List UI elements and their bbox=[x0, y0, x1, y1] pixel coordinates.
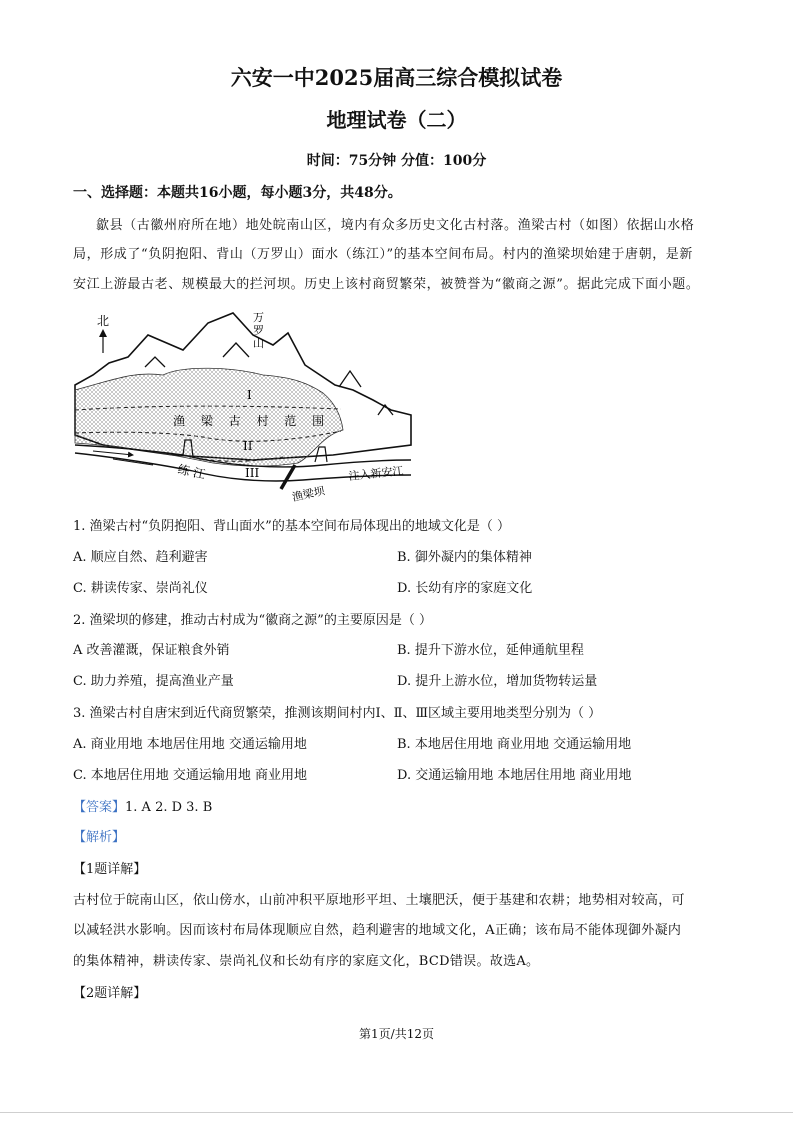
q1-option-b: B. 御外凝内的集体精神 bbox=[397, 550, 532, 565]
q1-option-d: D. 长幼有序的家庭文化 bbox=[397, 581, 533, 596]
village-range-label: 渔 梁 古 村 范 围 bbox=[173, 414, 331, 428]
exam-subtitle: 地理试卷（二） bbox=[326, 108, 467, 132]
q3-option-a: A. 商业用地 本地居住用地 交通运输用地 bbox=[73, 737, 307, 752]
river-label: 练 江 bbox=[176, 462, 207, 482]
question-1-stem: 1. 渔梁古村“负阴抱阳、背山面水”的基本空间布局体现出的地域文化是（ ） bbox=[73, 519, 510, 534]
q2-option-b: B. 提升下游水位，延伸通航里程 bbox=[397, 643, 584, 658]
zone-2-label: II bbox=[243, 439, 253, 453]
peak-symbol bbox=[339, 371, 361, 387]
q1-detail-heading: 【1题详解】 bbox=[73, 862, 147, 877]
question-3-stem: 3. 渔梁古村自唐宋到近代商贸繁荣，推测该期间村内Ⅰ、Ⅱ、Ⅲ区域主要用地类型分别为（ ） bbox=[73, 706, 602, 721]
outflow-label: 注入新安江 bbox=[347, 464, 405, 483]
q3-option-c: C. 本地居住用地 交通运输用地 商业用地 bbox=[73, 768, 308, 783]
mountain-label-1: 万 bbox=[253, 311, 264, 324]
mountain-label-2: 罗 bbox=[253, 324, 264, 337]
answer-line bbox=[73, 796, 212, 815]
intro-line: 局，形成了“负阴抱阳、背山（万罗山）面水（练江）”的基本空间布局。村内的渔梁坝始建于唐朝，是新 bbox=[73, 247, 693, 262]
exam-title: 六安一中2025届高三综合模拟试卷 bbox=[230, 65, 563, 90]
intro-line: 安江上游最古老、规模最大的拦河坝。历史上该村商贸繁荣，被赞誉为“徽商之源”。据此完成下面小题。 bbox=[73, 277, 700, 292]
north-label: 北 bbox=[97, 314, 110, 328]
page-bottom-rule bbox=[0, 1112, 793, 1113]
q2-option-c: C. 助力养殖，提高渔业产量 bbox=[73, 674, 234, 689]
q3-option-b: B. 本地居住用地 商业用地 交通运输用地 bbox=[397, 737, 632, 752]
q1-detail-line: 古村位于皖南山区，依山傍水，山前冲积平原地形平坦、土壤肥沃，便于基建和农耕；地势相对较高，可 bbox=[73, 893, 685, 908]
dam-label: 渔梁坝 bbox=[290, 484, 326, 504]
section-heading: 一、选择题：本题共16小题，每小题3分，共48分。 bbox=[73, 185, 402, 201]
answer-values: 1. A 2. D 3. B bbox=[125, 800, 213, 815]
q2-option-d: D. 提升上游水位，增加货物转运量 bbox=[397, 674, 598, 689]
q1-option-c: C. 耕读传家、崇尚礼仪 bbox=[73, 581, 208, 596]
village-map-figure bbox=[73, 305, 418, 505]
q1-option-a: A. 顺应自然、趋利避害 bbox=[73, 550, 208, 565]
exam-meta: 时间：75分钟 分值：100分 bbox=[306, 153, 487, 169]
q2-option-a: A 改善灌溉，保证粮食外销 bbox=[73, 643, 230, 658]
q1-detail-line: 以减轻洪水影响。因而该村布局体现顺应自然，趋利避害的地域文化，A正确；该布局不能体现御外凝内 bbox=[73, 923, 682, 938]
zone-3-label: III bbox=[245, 466, 260, 480]
q3-option-d: D. 交通运输用地 本地居住用地 商业用地 bbox=[397, 768, 632, 783]
zone-1-label: I bbox=[247, 388, 252, 402]
intro-line: 歙县（古徽州府所在地）地处皖南山区，境内有众多历史文化古村落。渔梁古村（如图）依据山水格 bbox=[96, 218, 695, 233]
dam-line bbox=[281, 465, 295, 489]
q2-detail-heading: 【2题详解】 bbox=[73, 986, 147, 1001]
answer-tag: 【答案】 bbox=[73, 800, 126, 815]
q1-detail-line: 的集体精神，耕读传家、崇尚礼仪和长幼有序的家庭文化，BCD错误。故选A。 bbox=[73, 954, 540, 969]
question-2-stem: 2. 渔梁坝的修建，推动古村成为“徽商之源”的主要原因是（ ） bbox=[73, 613, 432, 628]
page-footer: 第1页/共12页 bbox=[359, 1027, 434, 1041]
mountain-label-3: 山 bbox=[253, 337, 264, 350]
analysis-tag: 【解析】 bbox=[73, 830, 126, 845]
